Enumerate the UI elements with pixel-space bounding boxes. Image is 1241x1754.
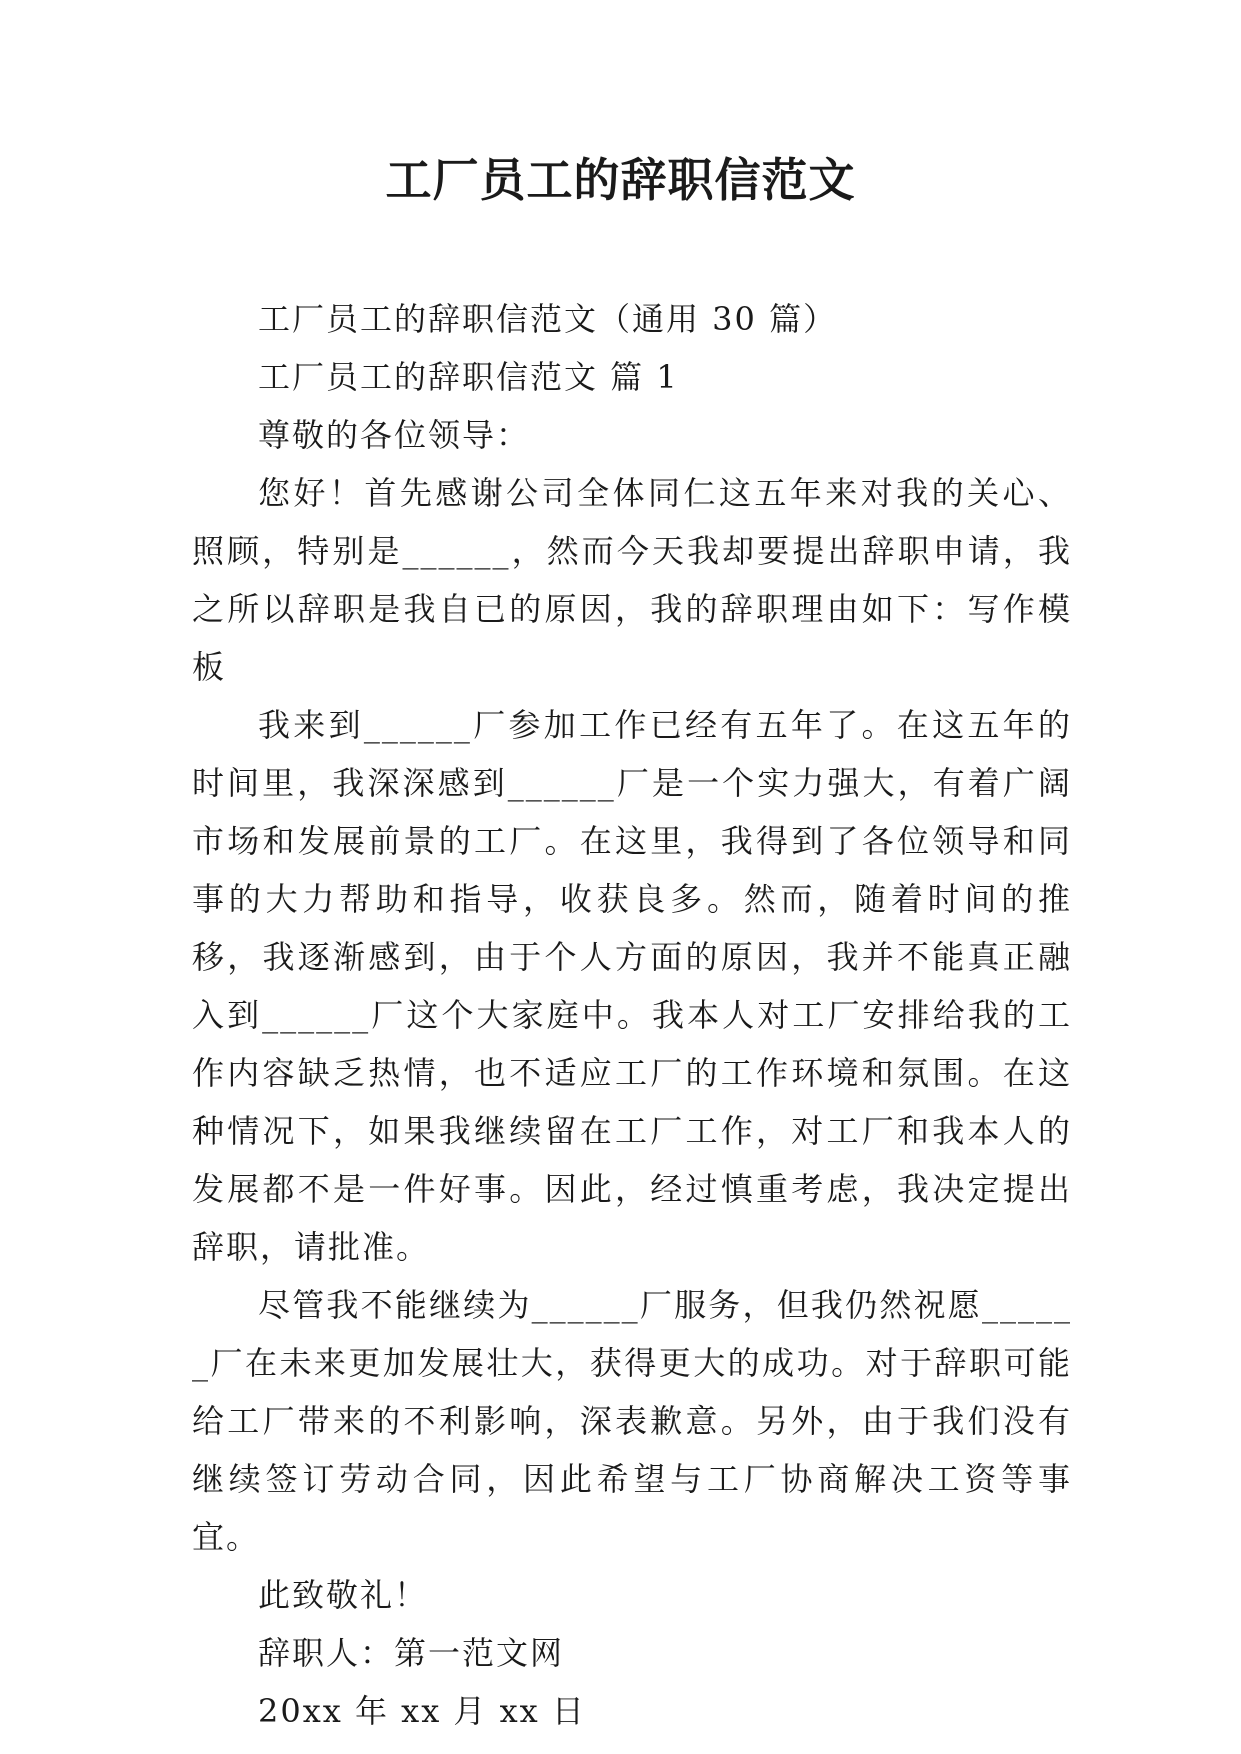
body-paragraph-2: 我来到______厂参加工作已经有五年了。在这五年的时间里，我深深感到______厂是一个实力强大，有着广阔市场和发展前景的工厂。在这里，我得到了各位领导和同事的大力帮助和指导，收获良多。然而，随着时间的推移，我逐渐感到，由于个人方面的原因，我并不能真正融入到______厂这个大家庭中。我本人对工厂安排给我的工作内容缺乏热情，也不适应工厂的工作环境和氛围。在这种情况下，如果我继续留在工厂工作，对工厂和我本人的发展都不是一件好事。因此，经过慎重考虑，我决定提出辞职，请批准。 xyxy=(192,706,1072,1266)
document-subtitle: 工厂员工的辞职信范文（通用 30 篇） xyxy=(258,300,838,338)
document-body xyxy=(192,290,1072,1740)
body-paragraph-1: 您好！首先感谢公司全体同仁这五年来对我的关心、照顾，特别是______，然而今天我却要提出辞职申请，我之所以辞职是我自已的原因，我的辞职理由如下：写作模板 xyxy=(192,474,1072,686)
signature-line: 辞职人：第一范文网 xyxy=(258,1634,565,1672)
page-title: 工厂员工的辞职信范文 xyxy=(385,153,856,207)
body-paragraph-3: 尽管我不能继续为______厂服务，但我仍然祝愿______厂在未来更加发展壮大，获得更大的成功。对于辞职可能给工厂带来的不利影响，深表歉意。另外，由于我们没有继续签订劳动合同，因此希望与工厂协商解决工资等事宜。 xyxy=(192,1286,1072,1556)
salutation: 尊敬的各位领导： xyxy=(258,416,531,454)
date-line: 20xx 年 xx 月 xx 日 xyxy=(258,1692,586,1730)
closing-line: 此致敬礼！ xyxy=(258,1576,429,1614)
section-heading: 工厂员工的辞职信范文 篇 1 xyxy=(258,358,679,396)
